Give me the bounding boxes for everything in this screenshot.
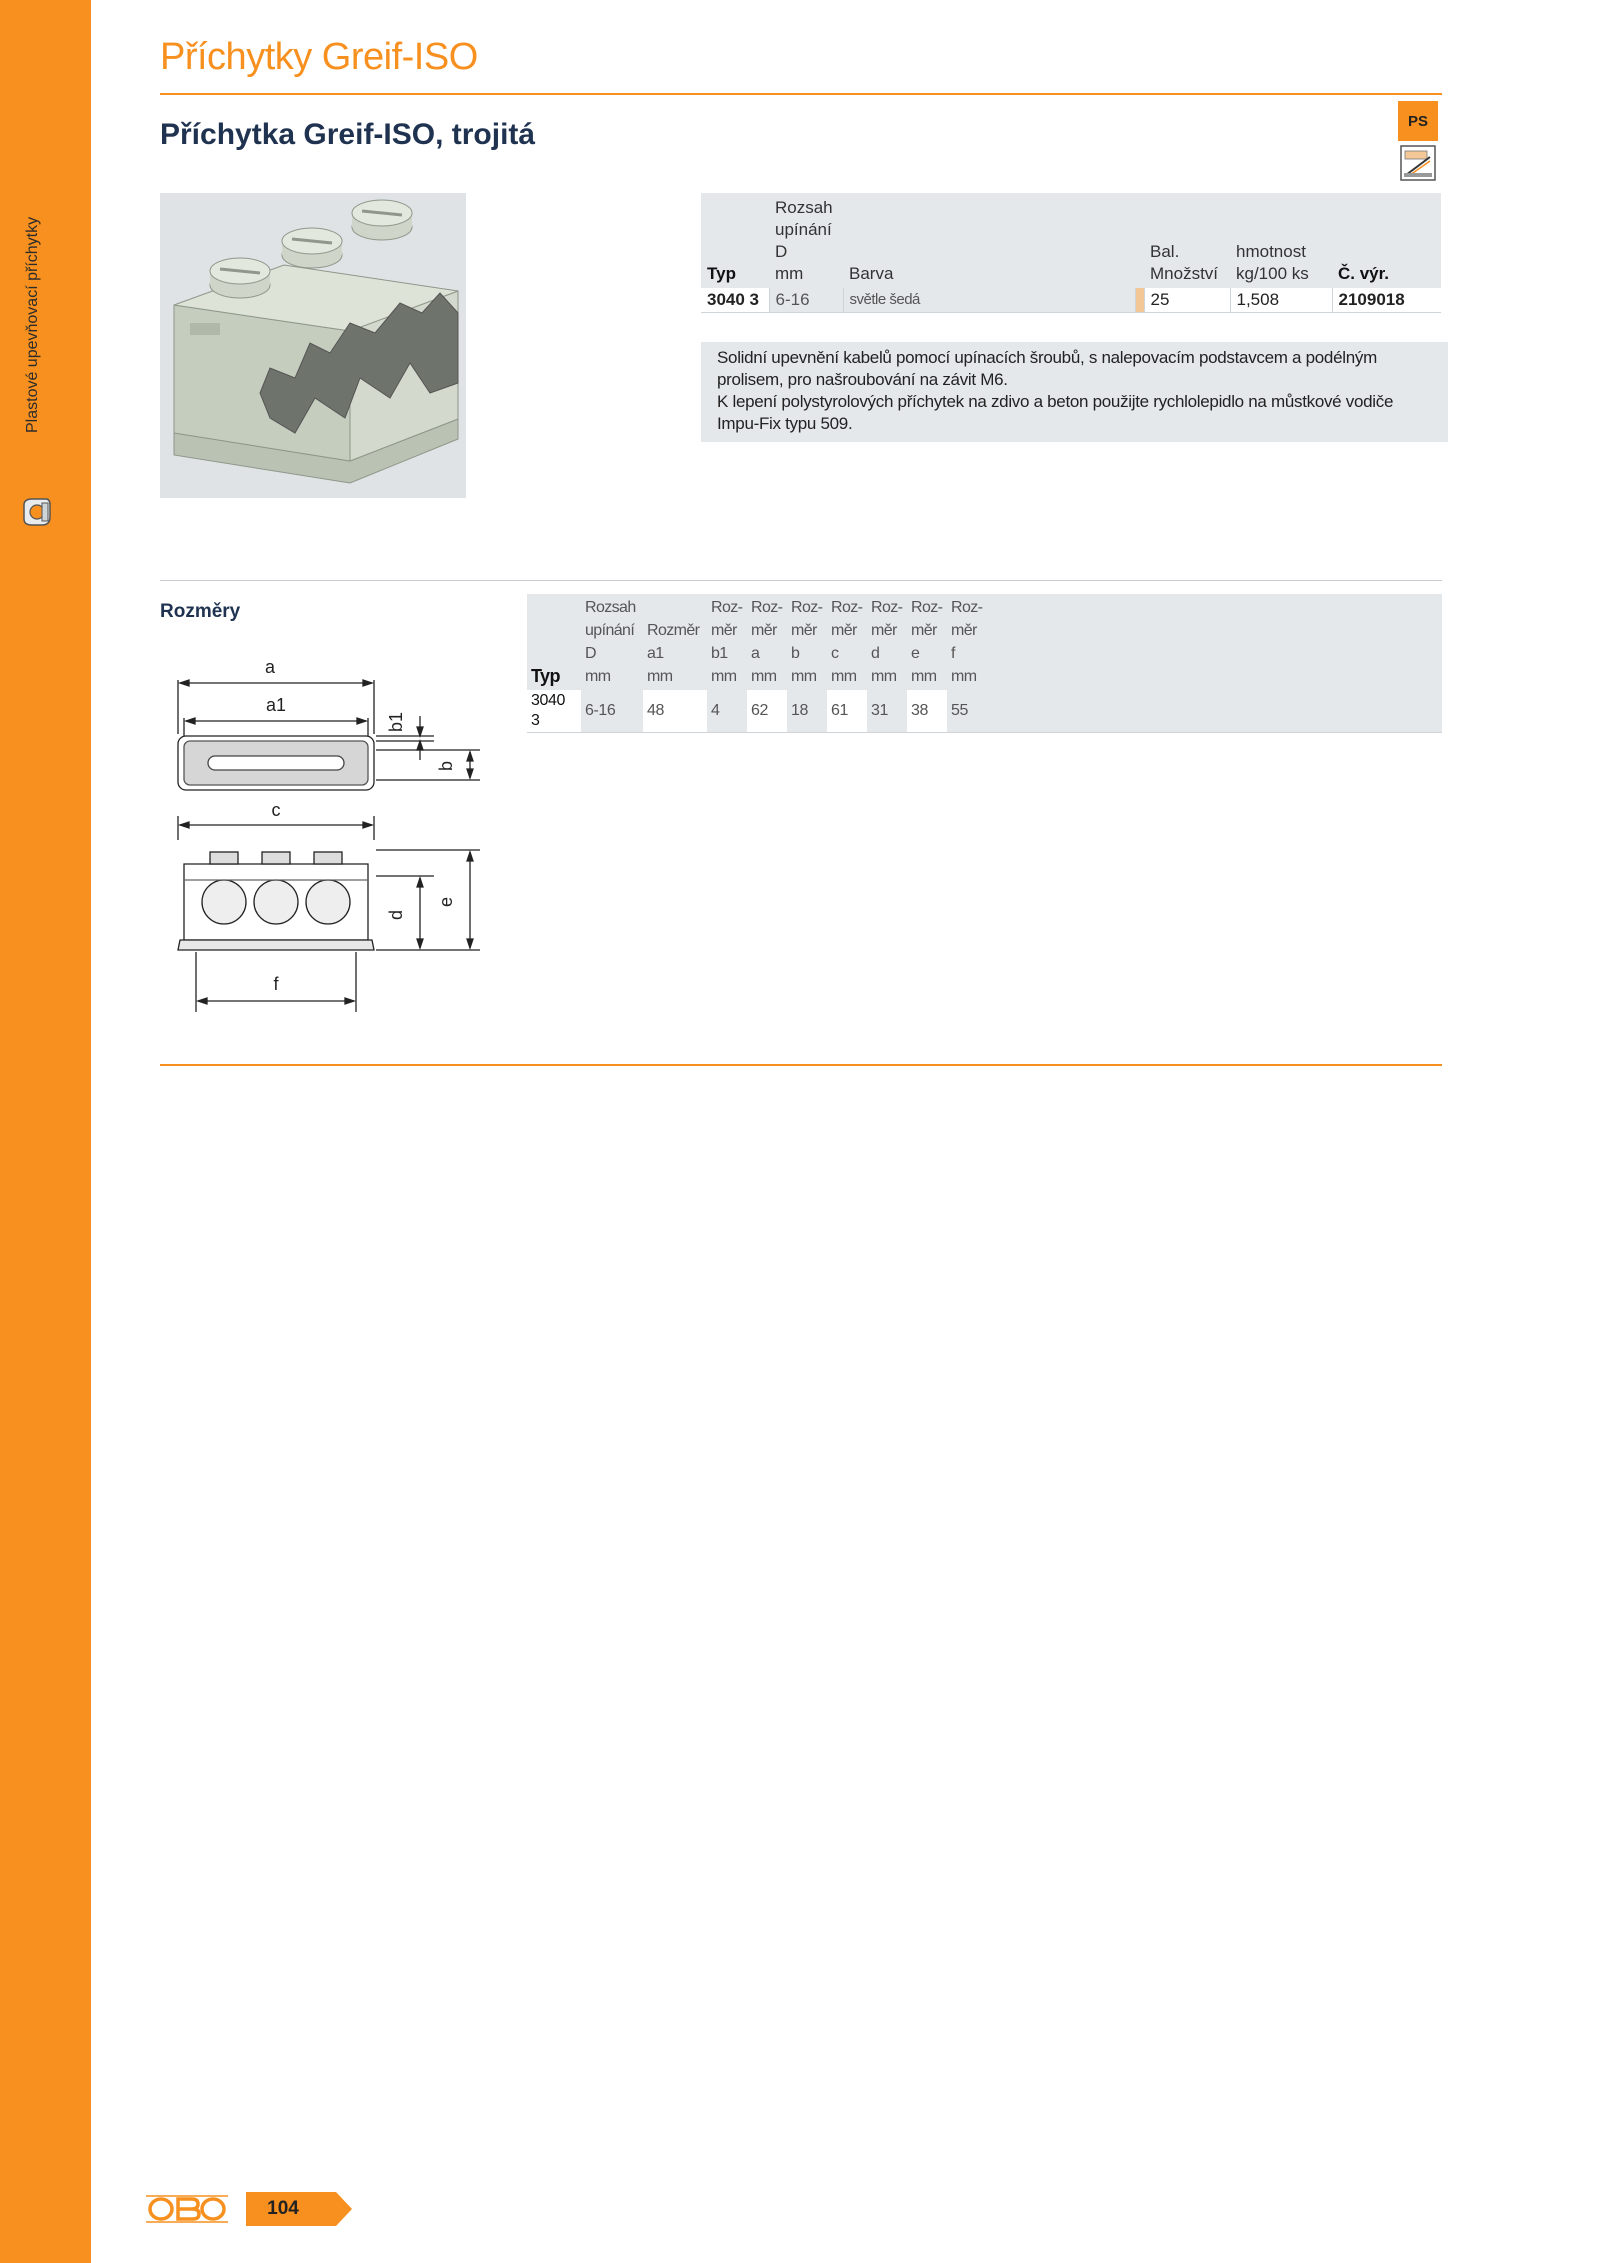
- cell-weight: 1,508: [1230, 288, 1332, 313]
- cell-range: 6-16: [769, 288, 843, 313]
- dim-label-a1: a1: [265, 695, 287, 715]
- dimension-drawing: [170, 640, 490, 1020]
- dim-cell-a: 62: [747, 690, 787, 733]
- dim-label-f: f: [273, 974, 279, 994]
- material-icon: [1400, 145, 1436, 181]
- dim-d-3: d: [871, 645, 880, 662]
- dim-col-typ: Typ: [527, 594, 581, 690]
- col-typ: Typ: [701, 193, 769, 288]
- dim-b1-2: měr: [711, 622, 737, 639]
- dim-a-4: mm: [751, 668, 777, 685]
- dim-e-2: měr: [911, 622, 937, 639]
- dim-b-3: b: [791, 645, 800, 662]
- col-color: Barva: [843, 193, 1135, 288]
- dim-cell-c: 61: [827, 690, 867, 733]
- dim-col-c: [827, 594, 867, 690]
- description-line-2: K lepení polystyrolových příchytek na zdivo a beton použijte rychlolepidlo na můstkové vodiče Impu-Fix typu 509.: [717, 392, 1394, 433]
- dim-d-2: měr: [871, 622, 897, 639]
- description: [701, 342, 1448, 442]
- cell-typ: 3040 3: [701, 288, 769, 313]
- dim-cell-b: 18: [787, 690, 827, 733]
- dim-b1-3: b1: [711, 645, 728, 662]
- col-weight: [1230, 193, 1332, 288]
- weight-label-2: kg/100 ks: [1236, 264, 1309, 283]
- sidebar-label: Plastové upevňovací příchytky: [24, 216, 41, 433]
- dim-cell-e: 38: [907, 690, 947, 733]
- dim-cell-d: 31: [867, 690, 907, 733]
- color-swatch: [1135, 288, 1144, 313]
- dim-a-2: měr: [751, 622, 777, 639]
- dim-c-4: mm: [831, 668, 857, 685]
- dim-cell-a1: 48: [643, 690, 707, 733]
- dim-e-4: mm: [911, 668, 937, 685]
- dim-range-1: Rozsah: [585, 599, 636, 616]
- page-number: 104: [267, 2198, 299, 2219]
- range-label-1: Rozsah: [775, 198, 833, 217]
- dim-b-2: měr: [791, 622, 817, 639]
- pack-label-2: Množství: [1150, 264, 1219, 283]
- dim-b-1: Roz-: [791, 599, 823, 616]
- dim-range-2: upínání: [585, 622, 635, 639]
- dim-c-1: Roz-: [831, 599, 863, 616]
- dim-cell-b1: 4: [707, 690, 747, 733]
- cell-color: světle šedá: [843, 288, 1135, 313]
- bottom-rule: [160, 1064, 1442, 1066]
- dim-col-e: [907, 594, 947, 690]
- dim-range-3: D: [585, 645, 596, 662]
- dim-label-c: c: [271, 800, 281, 820]
- cell-pack: 25: [1144, 288, 1230, 313]
- dim-label-e: e: [436, 896, 456, 908]
- page-title: Příchytky Greif-ISO: [160, 36, 478, 78]
- col-pack: [1144, 193, 1230, 288]
- dim-col-b: [787, 594, 827, 690]
- sidebar: [0, 0, 91, 2263]
- dim-e-1: Roz-: [911, 599, 943, 616]
- dim-col-range: [581, 594, 643, 690]
- ps-badge: PS: [1398, 101, 1438, 141]
- dim-label-b1: b1: [386, 711, 406, 733]
- title-rule: [160, 93, 1442, 95]
- weight-label-1: hmotnost: [1236, 242, 1306, 261]
- cell-art: 2109018: [1332, 288, 1441, 313]
- dim-c-3: c: [831, 645, 839, 662]
- dim-a1-3: mm: [647, 668, 673, 685]
- dim-a1-1: Rozměr: [647, 622, 700, 639]
- dimensions-title: Rozměry: [160, 601, 241, 622]
- clip-icon: [18, 495, 54, 531]
- table-row: [701, 288, 1441, 313]
- dim-cell-typ: 3040 3: [527, 690, 581, 733]
- range-label-3: D: [775, 242, 788, 261]
- dim-col-a: [747, 594, 787, 690]
- dim-label-d: d: [386, 909, 406, 921]
- pack-label-1: Bal.: [1150, 242, 1180, 261]
- product-photo: [160, 193, 466, 498]
- dim-col-a1: [643, 594, 707, 690]
- dim-a-1: Roz-: [751, 599, 783, 616]
- triple-clip-photo: [160, 193, 466, 498]
- dim-f-1: Roz-: [951, 599, 983, 616]
- dim-d-4: mm: [871, 668, 897, 685]
- col-art: Č. výr.: [1332, 193, 1441, 288]
- dim-b1-4: mm: [711, 668, 737, 685]
- dim-col-b1: [707, 594, 747, 690]
- product-title: Příchytka Greif-ISO, trojitá: [160, 118, 536, 151]
- dim-c-2: měr: [831, 622, 857, 639]
- range-label-2: upínání: [775, 220, 832, 239]
- dim-label-a: a: [264, 657, 276, 677]
- dim-col-d: [867, 594, 907, 690]
- dim-e-3: e: [911, 645, 920, 662]
- dim-cell-range: 6-16: [581, 690, 643, 733]
- range-label-4: mm: [775, 264, 804, 283]
- dimensions-table: [527, 594, 1442, 733]
- dim-range-4: mm: [585, 668, 611, 685]
- dim-col-f: [947, 594, 1442, 690]
- col-range: [769, 193, 843, 288]
- dim-a1-2: a1: [647, 645, 664, 662]
- dim-label-b: b: [436, 760, 456, 772]
- table-row: [527, 690, 1442, 733]
- dim-f-2: měr: [951, 622, 977, 639]
- dim-a-3: a: [751, 645, 760, 662]
- order-table: [701, 193, 1441, 313]
- obo-logo: [146, 2193, 228, 2225]
- section-rule: [160, 580, 1442, 581]
- dim-f-4: mm: [951, 668, 977, 685]
- description-line-1: Solidní upevnění kabelů pomocí upínacích šroubů, s nalepovacím podstavcem a podélným prolisem, pro našroubování na závit M6.: [717, 348, 1377, 389]
- dim-d-1: Roz-: [871, 599, 903, 616]
- dim-b-4: mm: [791, 668, 817, 685]
- dim-b1-1: Roz-: [711, 599, 743, 616]
- dim-cell-f: 55: [947, 690, 1442, 733]
- dim-f-3: f: [951, 645, 955, 662]
